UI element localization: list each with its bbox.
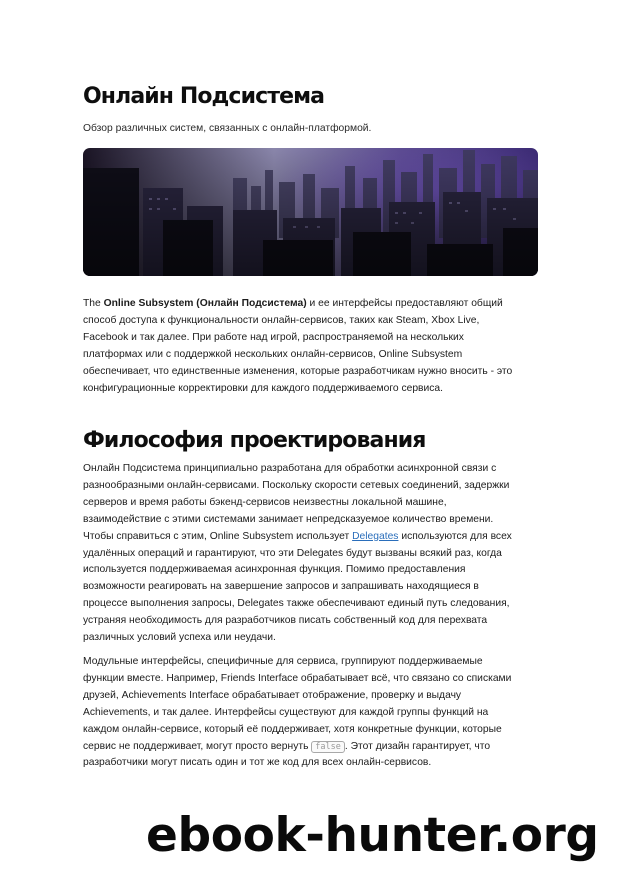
watermark-text: ebook-hunter.org <box>146 808 599 863</box>
text-line: обеспечивает, что единственные изменения, которые разработчикам нужно вносить - это <box>83 365 513 377</box>
text-line: серверов и время работы бэкенд-сервисов неизвестны локальной машине, <box>83 496 447 508</box>
intro-bold-term: Online Subsystem (Онлайн Подсистема) <box>103 298 307 309</box>
page-subtitle: Обзор различных систем, связанных с онлайн-платформой. <box>83 123 372 134</box>
delegates-link[interactable]: Delegates <box>352 530 399 542</box>
text-line: процессе выполнения запросы, Delegates также обеспечивают единый путь следования, <box>83 598 510 610</box>
text-line: друзей, Achievements Interface обрабатывает отображение, проверку и выдачу <box>83 689 462 701</box>
text-line: взаимодействие с этими системами занимает непредсказуемое количество времени. <box>83 513 494 525</box>
design-paragraph-1 <box>83 461 553 647</box>
text-line: каждом онлайн-сервисе, который её поддерживает, хотя конкретные функции, которые <box>83 723 502 735</box>
text-line-with-code: сервис не поддерживает, могут просто вернуть false . Этот дизайн гарантирует, что <box>83 740 491 752</box>
text-line: Achievements, и так далее. Интерфейсы существуют для каждой группы функций на <box>83 706 489 718</box>
inline-code-false: false <box>311 741 345 753</box>
text-line: разработчики могут писать один и тот же код для всех онлайн-сервисов. <box>83 757 432 769</box>
intro-paragraph <box>83 296 553 397</box>
text-line: используется поддерживаемая асинхронная функция. Помимо предоставления <box>83 564 466 576</box>
text-line: функции вместе. Например, Friends Interface обрабатывает всё, что связано со списками <box>83 672 512 684</box>
section-heading: Философия проектирования <box>83 428 426 453</box>
text-line: различных условий успеха или неудачи. <box>83 632 276 644</box>
page-title: Онлайн Подсистема <box>83 84 325 109</box>
text-line-with-link: Чтобы справиться с этим, Online Subsystem использует Delegates используются для всех <box>83 530 512 542</box>
text-line: удалённых операций и гарантируют, что эти Delegates будут вызваны всякий раз, когда <box>83 547 502 559</box>
intro-line-1: The Online Subsystem (Онлайн Подсистема) и ее интерфейсы предоставляют общий <box>83 298 503 309</box>
text-line: Модульные интерфейсы, специфичные для сервиса, группируют поддерживаемые <box>83 656 483 667</box>
text-line: конфигурационные корректировки для каждого поддерживаемого сервиса. <box>83 382 444 394</box>
design-paragraph-2 <box>83 654 553 772</box>
text-line: способ доступа к функциональности онлайн-сервисов, таких как Steam, Xbox Live, <box>83 314 480 326</box>
text-line: Facebook и так далее. При работе над игрой, распространяемой на нескольких <box>83 331 464 343</box>
text-line: разнообразными онлайн-сервисами. Поскольку скорости сетевых соединений, задержки <box>83 479 510 491</box>
text-line: платформах или с поддержкой нескольких онлайн-сервисов, Online Subsystem <box>83 348 463 360</box>
city-skyline-image <box>83 148 538 276</box>
text-line: Онлайн Подсистема принципиально разработана для обработки асинхронной связи с <box>83 463 497 474</box>
text-line: возможности реагировать на завершение запросов и запрашивать находящиеся в <box>83 581 479 593</box>
text-line: устраняя необходимость для разработчиков писать собственный код для перехвата <box>83 615 488 627</box>
